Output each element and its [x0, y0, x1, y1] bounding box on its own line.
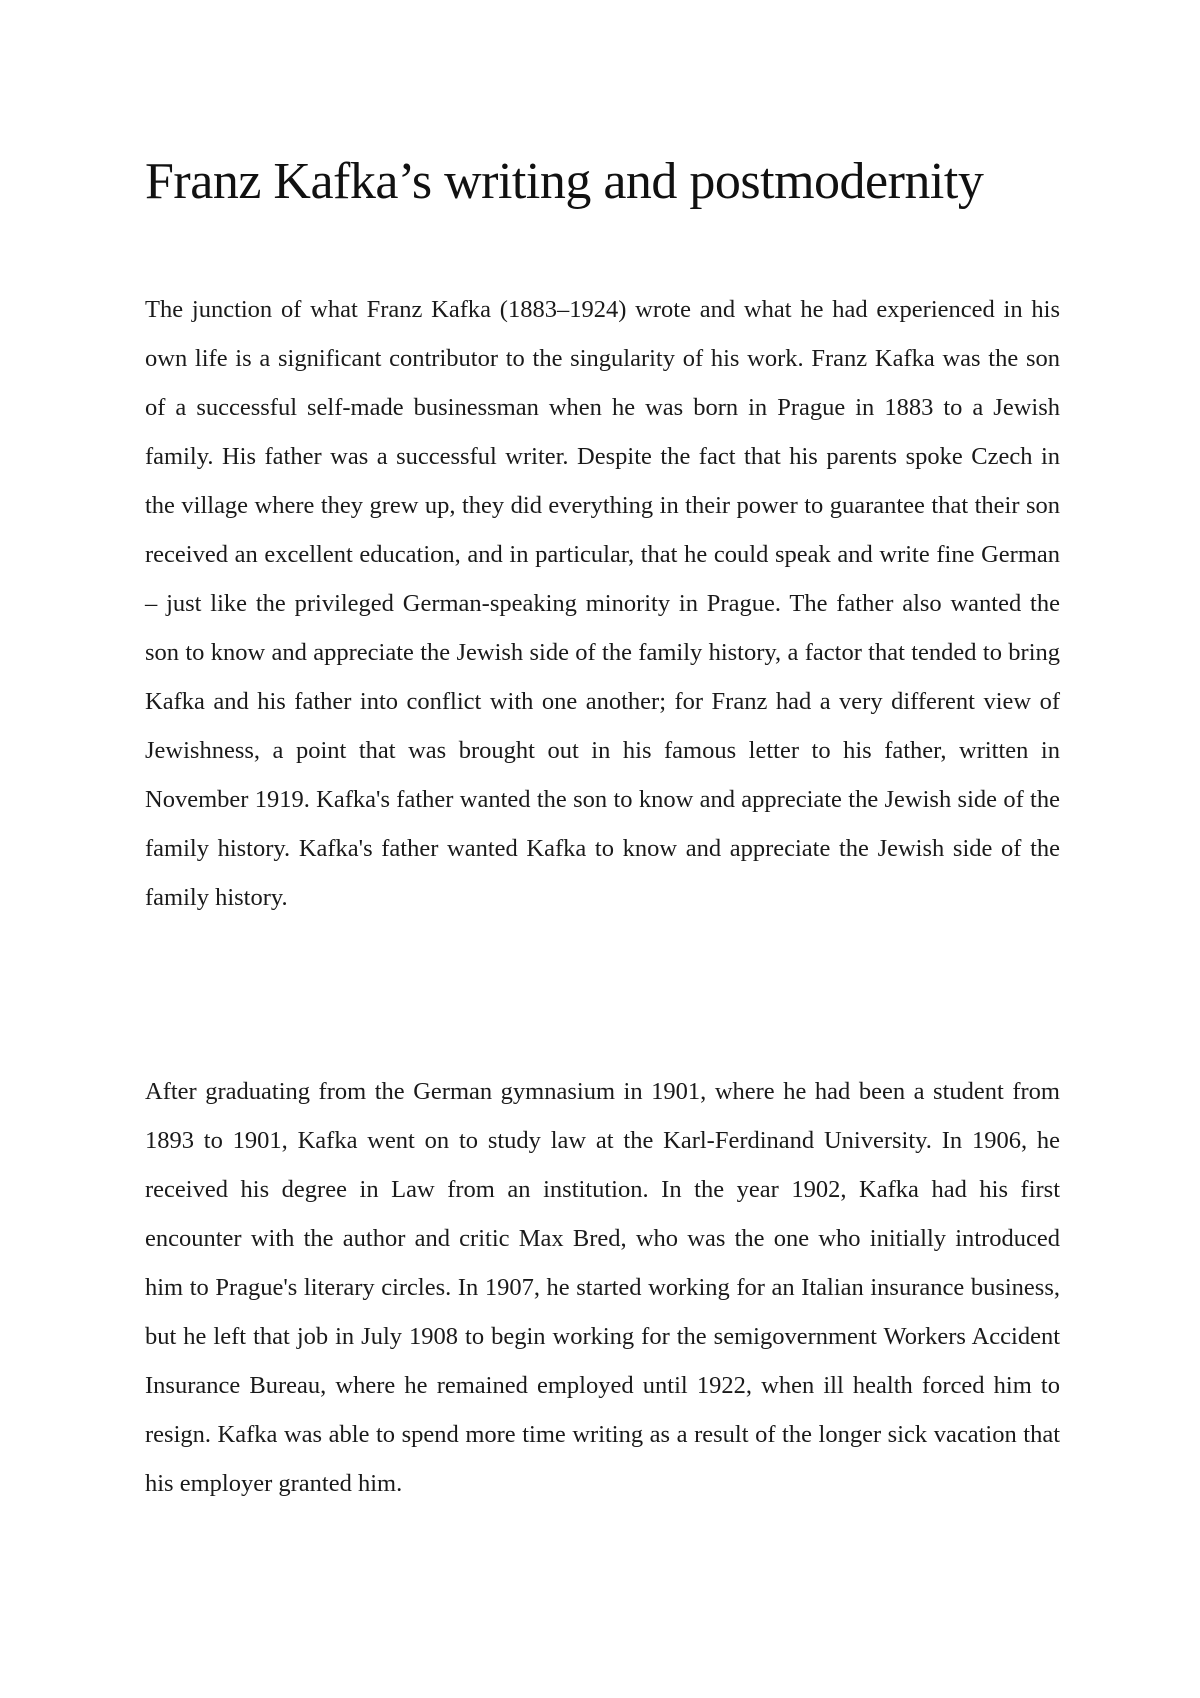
body-paragraph-2: After graduating from the German gymnasium in 1901, where he had been a student from 1893 to 1901, Kafka went on to study law at the Karl-Ferdinand University. In 1906, he received his degree in Law from an institution. In the year 1902, Kafka had his first encounter with the author and critic Max Bred, who was the one who initially introduced him to Prague's literary circles. In 1907, he started working for an Italian insurance business, but he left that job in July 1908 to begin working for the semigovernment Workers Accident Insurance Bureau, where he remained employed until 1922, when ill health forced him to resign. Kafka was able to spend more time writing as a result of the longer sick vacation that his employer granted him. [145, 1078, 1060, 1497]
document-title: Franz Kafka’s writing and postmodernity [145, 153, 984, 210]
body-paragraph-1: The junction of what Franz Kafka (1883–1924) wrote and what he had experienced in his own life is a significant contributor to the singularity of his work. Franz Kafka was the son of a successful self-made businessman when he was born in Prague in 1883 to a Jewish family. His father was a successful writer. Despite the fact that his parents spoke Czech in the village where they grew up, they did everything in their power to guarantee that their son received an excellent education, and in particular, that he could speak and write fine German – just like the privileged German-speaking minority in Prague. The father also wanted the son to know and appreciate the Jewish side of the family history, a factor that tended to bring Kafka and his father into conflict with one another; for Franz had a very different view of Jewishness, a point that was brought out in his famous letter to his father, written in November 1919. Kafka's father wanted the son to know and appreciate the Jewish side of the family history. Kafka's father wanted Kafka to know and appreciate the Jewish side of the family history. [145, 296, 1060, 911]
